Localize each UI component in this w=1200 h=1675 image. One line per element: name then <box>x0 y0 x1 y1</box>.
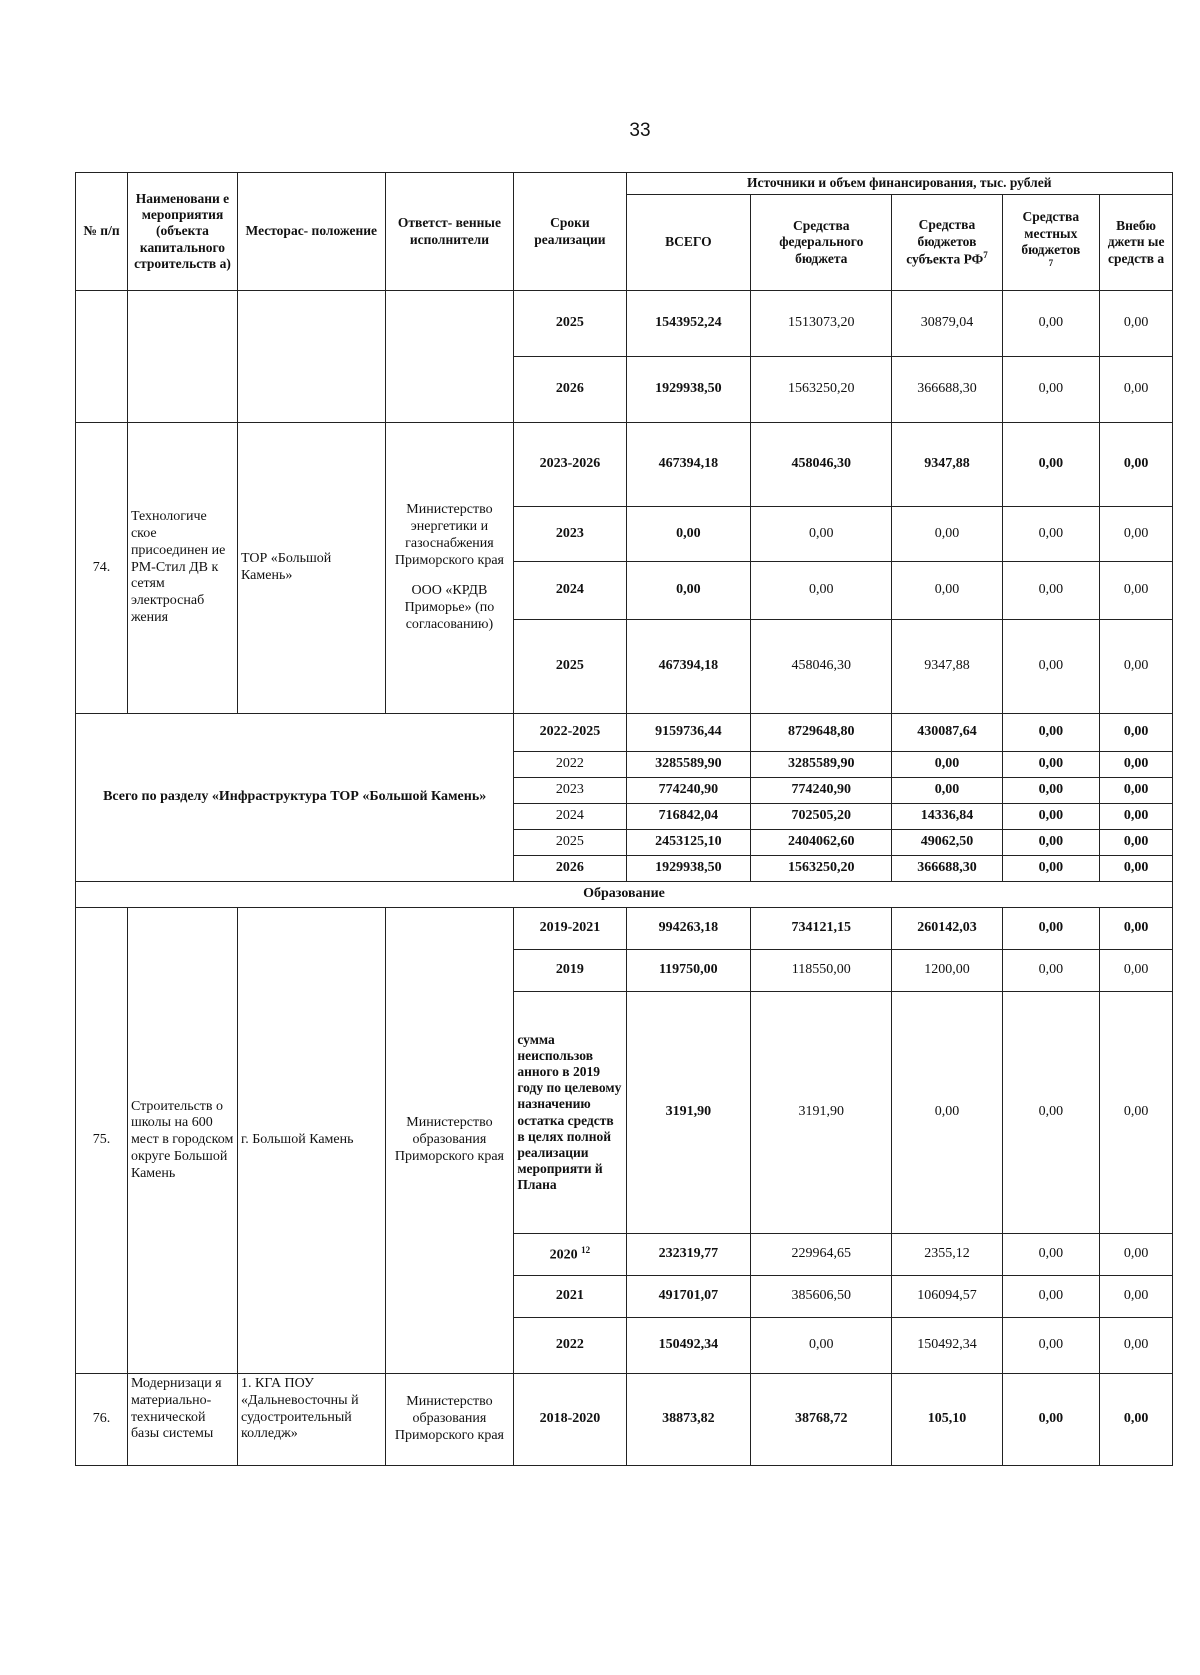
extra-cell: 0,00 <box>1100 1234 1173 1276</box>
total-cell: 774240,90 <box>626 778 751 804</box>
federal-cell: 1563250,20 <box>751 357 892 423</box>
cont-location-cell <box>238 291 386 423</box>
table-row <box>76 291 1173 357</box>
footnote-marker: 7 <box>1048 257 1054 268</box>
federal-cell: 118550,00 <box>751 950 892 992</box>
regional-cell: 1200,00 <box>892 950 1002 992</box>
regional-cell: 105,10 <box>892 1374 1002 1466</box>
item-name: Технологиче ское присоединен ие РМ-Стил ДВ к сетям электроснаб жения <box>127 423 237 714</box>
header-name: Наименовани е мероприятия (объекта капитального строительств а) <box>127 173 237 291</box>
extra-cell: 0,00 <box>1100 1276 1173 1318</box>
local-cell: 0,00 <box>1002 1318 1100 1374</box>
federal-cell: 385606,50 <box>751 1276 892 1318</box>
extra-cell: 0,00 <box>1100 1374 1173 1466</box>
local-cell: 0,00 <box>1002 830 1100 856</box>
header-location: Месторас- положение <box>238 173 386 291</box>
financing-table-sheet <box>75 172 1173 1466</box>
item-num: 76. <box>76 1374 128 1466</box>
local-cell: 0,00 <box>1002 908 1100 950</box>
responsible-ministry: Министерство энергетики и газоснабжения Приморского края <box>394 502 504 568</box>
header-total: ВСЕГО <box>626 195 751 291</box>
regional-cell: 0,00 <box>892 562 1002 620</box>
extra-cell: 0,00 <box>1100 357 1173 423</box>
local-cell: 0,00 <box>1002 423 1100 507</box>
federal-cell: 458046,30 <box>751 620 892 714</box>
local-cell: 0,00 <box>1002 950 1100 992</box>
federal-cell: 734121,15 <box>751 908 892 950</box>
year-cell <box>514 1234 626 1276</box>
header-sources-group: Источники и объем финансирования, тыс. рублей <box>626 173 1173 195</box>
header-row-1 <box>76 173 1173 195</box>
total-cell: 232319,77 <box>626 1234 751 1276</box>
extra-cell: 0,00 <box>1100 291 1173 357</box>
item-name: Строительств о школы на 600 мест в городском округе Большой Камень <box>127 908 237 1374</box>
extra-cell: 0,00 <box>1100 830 1173 856</box>
section-total-label: Всего по разделу «Инфраструктура ТОР «Большой Камень» <box>76 714 514 882</box>
federal-cell: 774240,90 <box>751 778 892 804</box>
year-cell: 2022-2025 <box>514 714 626 752</box>
federal-cell: 3191,90 <box>751 992 892 1234</box>
financing-table <box>75 172 1173 1466</box>
year-cell: 2025 <box>514 291 626 357</box>
table-row <box>76 423 1173 507</box>
extra-cell: 0,00 <box>1100 562 1173 620</box>
regional-cell: 30879,04 <box>892 291 1002 357</box>
regional-cell: 260142,03 <box>892 908 1002 950</box>
federal-cell: 8729648,80 <box>751 714 892 752</box>
regional-cell: 0,00 <box>892 752 1002 778</box>
cont-responsible-cell <box>385 291 514 423</box>
total-cell: 1929938,50 <box>626 856 751 882</box>
year-cell: 2019 <box>514 950 626 992</box>
local-cell: 0,00 <box>1002 1234 1100 1276</box>
federal-cell: 229964,65 <box>751 1234 892 1276</box>
local-cell: 0,00 <box>1002 1374 1100 1466</box>
item-name: Модернизаци я материально- технической базы системы <box>127 1374 237 1466</box>
section-heading-row <box>76 882 1173 908</box>
header-extra: Внебю джетн ые средств а <box>1100 195 1173 291</box>
regional-cell: 106094,57 <box>892 1276 1002 1318</box>
federal-cell: 458046,30 <box>751 423 892 507</box>
total-cell: 0,00 <box>626 562 751 620</box>
total-cell: 3191,90 <box>626 992 751 1234</box>
item-responsible: Министерство образования Приморского края <box>385 908 514 1374</box>
header-local <box>1002 195 1100 291</box>
footnote-marker: 12 <box>581 1244 591 1255</box>
header-num: № п/п <box>76 173 128 291</box>
item-location: г. Большой Камень <box>238 908 386 1374</box>
year-cell: 2023 <box>514 778 626 804</box>
total-cell: 119750,00 <box>626 950 751 992</box>
extra-cell: 0,00 <box>1100 992 1173 1234</box>
year-cell: 2024 <box>514 562 626 620</box>
extra-cell: 0,00 <box>1100 1318 1173 1374</box>
regional-cell: 366688,30 <box>892 856 1002 882</box>
year-cell: 2026 <box>514 357 626 423</box>
total-cell: 9159736,44 <box>626 714 751 752</box>
extra-cell: 0,00 <box>1100 778 1173 804</box>
item-location: 1. КГА ПОУ «Дальневосточны й судостроительный колледж» <box>238 1374 386 1466</box>
regional-cell: 430087,64 <box>892 714 1002 752</box>
year-cell: 2019-2021 <box>514 908 626 950</box>
federal-cell: 0,00 <box>751 507 892 562</box>
extra-cell: 0,00 <box>1100 950 1173 992</box>
extra-cell: 0,00 <box>1100 507 1173 562</box>
total-cell: 491701,07 <box>626 1276 751 1318</box>
federal-cell: 0,00 <box>751 1318 892 1374</box>
year-cell: 2021 <box>514 1276 626 1318</box>
regional-cell: 9347,88 <box>892 620 1002 714</box>
table-row <box>76 1374 1173 1466</box>
local-cell: 0,00 <box>1002 752 1100 778</box>
table-row <box>76 714 1173 752</box>
header-responsible: Ответст- венные исполнители <box>385 173 514 291</box>
total-cell: 2453125,10 <box>626 830 751 856</box>
local-cell: 0,00 <box>1002 507 1100 562</box>
extra-cell: 0,00 <box>1100 714 1173 752</box>
local-cell: 0,00 <box>1002 291 1100 357</box>
federal-cell: 0,00 <box>751 562 892 620</box>
total-cell: 994263,18 <box>626 908 751 950</box>
item-num: 74. <box>76 423 128 714</box>
year-cell: 2018-2020 <box>514 1374 626 1466</box>
total-cell: 1543952,24 <box>626 291 751 357</box>
local-cell: 0,00 <box>1002 562 1100 620</box>
federal-cell: 1513073,20 <box>751 291 892 357</box>
extra-cell: 0,00 <box>1100 620 1173 714</box>
item-location: ТОР «Большой Камень» <box>238 423 386 714</box>
cont-num-cell <box>76 291 128 423</box>
footnote-marker: 7 <box>983 249 988 260</box>
local-cell: 0,00 <box>1002 357 1100 423</box>
regional-cell: 0,00 <box>892 778 1002 804</box>
year-value: 2020 <box>549 1247 578 1263</box>
regional-cell: 14336,84 <box>892 804 1002 830</box>
total-cell: 467394,18 <box>626 423 751 507</box>
local-cell: 0,00 <box>1002 778 1100 804</box>
total-cell: 3285589,90 <box>626 752 751 778</box>
header-regional-label: Средства бюджетов субъекта РФ <box>906 217 984 267</box>
table-row <box>76 908 1173 950</box>
year-cell: 2025 <box>514 620 626 714</box>
year-cell: 2024 <box>514 804 626 830</box>
year-cell: сумма неиспользов анного в 2019 году по целевому назначению остатка средств в целях полной реализации мероприяти й Плана <box>514 992 626 1234</box>
regional-cell: 9347,88 <box>892 423 1002 507</box>
regional-cell: 49062,50 <box>892 830 1002 856</box>
extra-cell: 0,00 <box>1100 856 1173 882</box>
local-cell: 0,00 <box>1002 714 1100 752</box>
extra-cell: 0,00 <box>1100 804 1173 830</box>
total-cell: 150492,34 <box>626 1318 751 1374</box>
federal-cell: 2404062,60 <box>751 830 892 856</box>
regional-cell: 366688,30 <box>892 357 1002 423</box>
year-cell: 2023-2026 <box>514 423 626 507</box>
regional-cell: 150492,34 <box>892 1318 1002 1374</box>
year-cell: 2022 <box>514 752 626 778</box>
total-cell: 467394,18 <box>626 620 751 714</box>
regional-cell: 0,00 <box>892 507 1002 562</box>
year-cell: 2022 <box>514 1318 626 1374</box>
section-heading-education: Образование <box>76 882 1173 908</box>
year-cell: 2023 <box>514 507 626 562</box>
total-cell: 716842,04 <box>626 804 751 830</box>
header-regional <box>892 195 1002 291</box>
year-cell: 2026 <box>514 856 626 882</box>
local-cell: 0,00 <box>1002 804 1100 830</box>
header-terms: Сроки реализации <box>514 173 626 291</box>
year-cell: 2025 <box>514 830 626 856</box>
local-cell: 0,00 <box>1002 992 1100 1234</box>
federal-cell: 1563250,20 <box>751 856 892 882</box>
local-cell: 0,00 <box>1002 620 1100 714</box>
item-num: 75. <box>76 908 128 1374</box>
total-cell: 38873,82 <box>626 1374 751 1466</box>
header-local-label: Средства местных бюджетов <box>1021 209 1081 257</box>
header-federal: Средства федерального бюджета <box>751 195 892 291</box>
cont-name-cell <box>127 291 237 423</box>
total-cell: 1929938,50 <box>626 357 751 423</box>
extra-cell: 0,00 <box>1100 908 1173 950</box>
page-number: 33 <box>629 120 651 141</box>
extra-cell: 0,00 <box>1100 423 1173 507</box>
item-responsible: Министерство образования Приморского края <box>385 1374 514 1466</box>
regional-cell: 2355,12 <box>892 1234 1002 1276</box>
federal-cell: 3285589,90 <box>751 752 892 778</box>
regional-cell: 0,00 <box>892 992 1002 1234</box>
total-cell: 0,00 <box>626 507 751 562</box>
federal-cell: 702505,20 <box>751 804 892 830</box>
item-responsible <box>385 423 514 714</box>
local-cell: 0,00 <box>1002 1276 1100 1318</box>
federal-cell: 38768,72 <box>751 1374 892 1466</box>
local-cell: 0,00 <box>1002 856 1100 882</box>
extra-cell: 0,00 <box>1100 752 1173 778</box>
responsible-company: ООО «КРДВ Приморье» (по согласованию) <box>404 583 495 632</box>
